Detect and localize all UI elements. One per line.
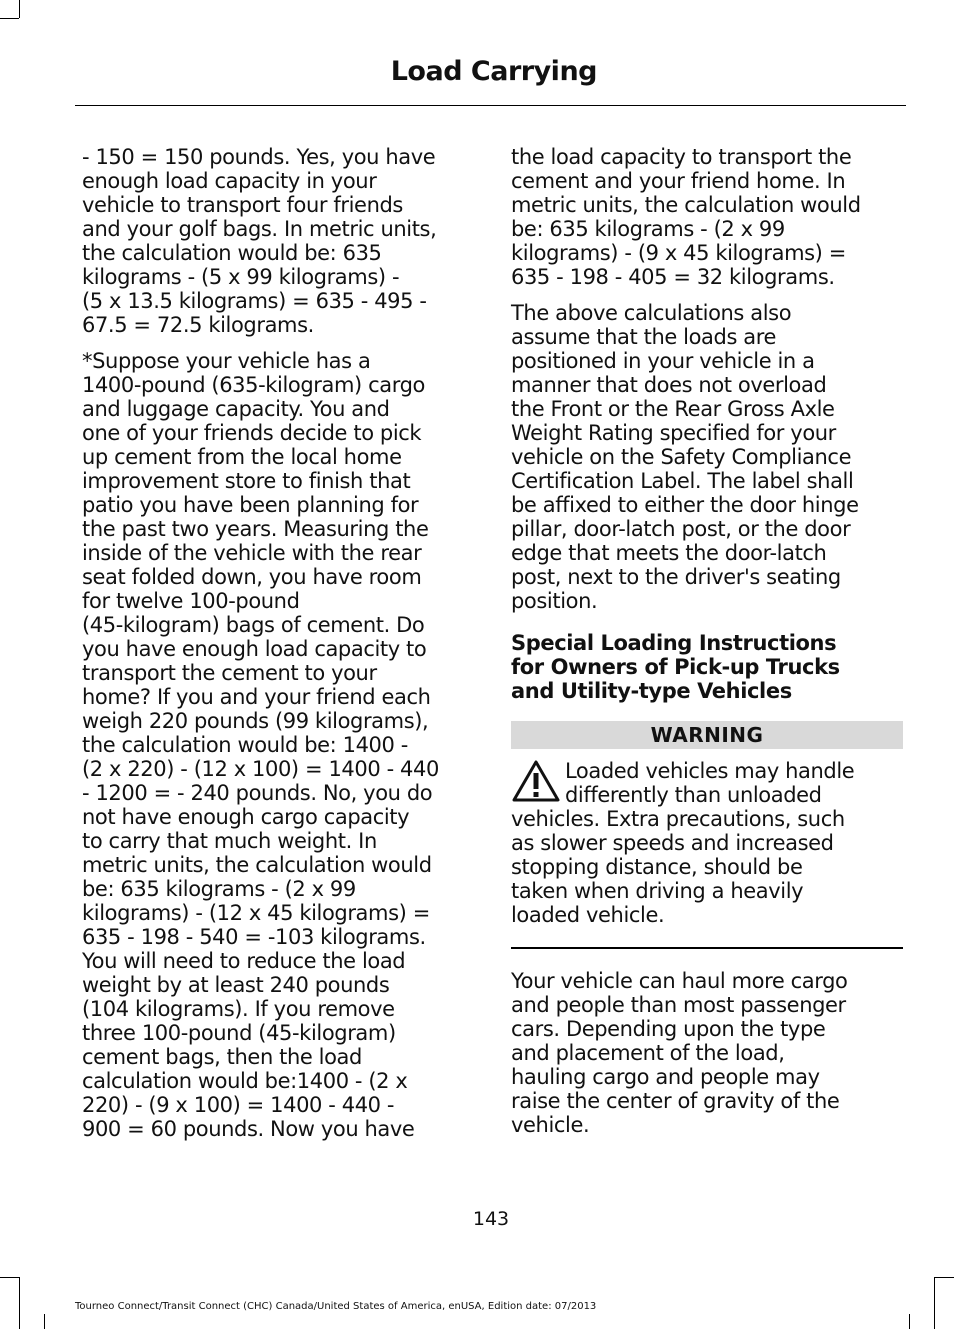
crop-mark: [0, 1277, 19, 1278]
warning-label: WARNING: [511, 721, 903, 749]
header-rule: [75, 105, 906, 106]
footer-text: Tourneo Connect/Transit Connect (CHC) Canada/United States of America, enUSA, Edition date: 07/2013: [75, 1301, 597, 1312]
left-column: [82, 145, 474, 1153]
body-paragraph: Your vehicle can haul more cargo and people than most passenger cars. Depending upon the type and placement of the load, hauling cargo and people may raise the center of gravity of the vehicle.: [511, 969, 848, 1137]
warning-box: [511, 759, 903, 949]
crop-mark: [909, 1314, 910, 1329]
section-heading: Special Loading Instructions for Owners of Pick-up Trucks and Utility-type Vehicles: [511, 631, 840, 703]
warning-text: Loaded vehicles may handle differently than unloaded vehicles. Extra precautions, such as slower speeds and increased stopping distance, should be taken when driving a heavily loaded vehicle.: [511, 759, 855, 927]
warning-triangle-icon: [511, 759, 561, 803]
crop-mark: [0, 18, 19, 19]
right-column: [511, 145, 903, 1149]
body-paragraph: *Suppose your vehicle has a 1400-pound (635-kilogram) cargo and luggage capacity. You and one of your friends decide to pick up cement from the local home improvement store to finish that patio you have been planning for the past two years. Measuring the inside of the vehicle with the rear seat folded down, you have room for twelve 100-pound (45-kilogram) bags of cement. Do you have enough load capacity to transport the cement to your home? If you and your friend each weigh 220 pounds (99 kilograms), the calculation would be: 1400 - (2 x 220) - (12 x 100) = 1400 - 440 - 1200 = - 240 pounds. No, you do not have enough cargo capacity to carry that much weight. In metric units, the calculation would be: 635 kilograms - (2 x 99 kilograms) - (12 x 45 kilograms) = 635 - 198 - 540 = -103 kilograms. You will need to reduce the load weight by at least 240 pounds (104 kilograms). If you remove three 100-pound (45-kilogram) cement bags, then the load calculation would be:1400 - (2 x 220) - (9 x 100) = 1400 - 440 - 900 = 60 pounds. Now you have: [82, 349, 439, 1141]
crop-mark: [44, 1314, 45, 1329]
crop-mark: [934, 1277, 935, 1329]
page-title: Load Carrying: [390, 56, 597, 87]
body-paragraph: the load capacity to transport the cement and your friend home. In metric units, the calculation would be: 635 kilograms - (2 x 99 kilograms) - (9 x 45 kilograms) = 635 - 198 - 405 = 32 kilograms.: [511, 145, 861, 289]
crop-mark: [935, 1277, 954, 1278]
body-paragraph: The above calculations also assume that the loads are positioned in your vehicle in a manner that does not overload the Front or the Rear Gross Axle Weight Rating specified for your vehicle on the Safety Compliance Certification Label. The label shall be affixed to either the door hinge pillar, door-latch post, or the door edge that meets the door-latch post, next to the driver's seating position.: [511, 301, 859, 613]
body-paragraph: - 150 = 150 pounds. Yes, you have enough load capacity in your vehicle to transport four friends and your golf bags. In metric units, the calculation would be: 635 kilograms - (5 x 99 kilograms) - (5 x 13.5 kilograms) = 635 - 495 - 67.5 = 72.5 kilograms.: [82, 145, 437, 337]
crop-mark: [19, 1277, 20, 1329]
crop-mark: [19, 0, 20, 18]
page-number: 143: [472, 1208, 510, 1230]
